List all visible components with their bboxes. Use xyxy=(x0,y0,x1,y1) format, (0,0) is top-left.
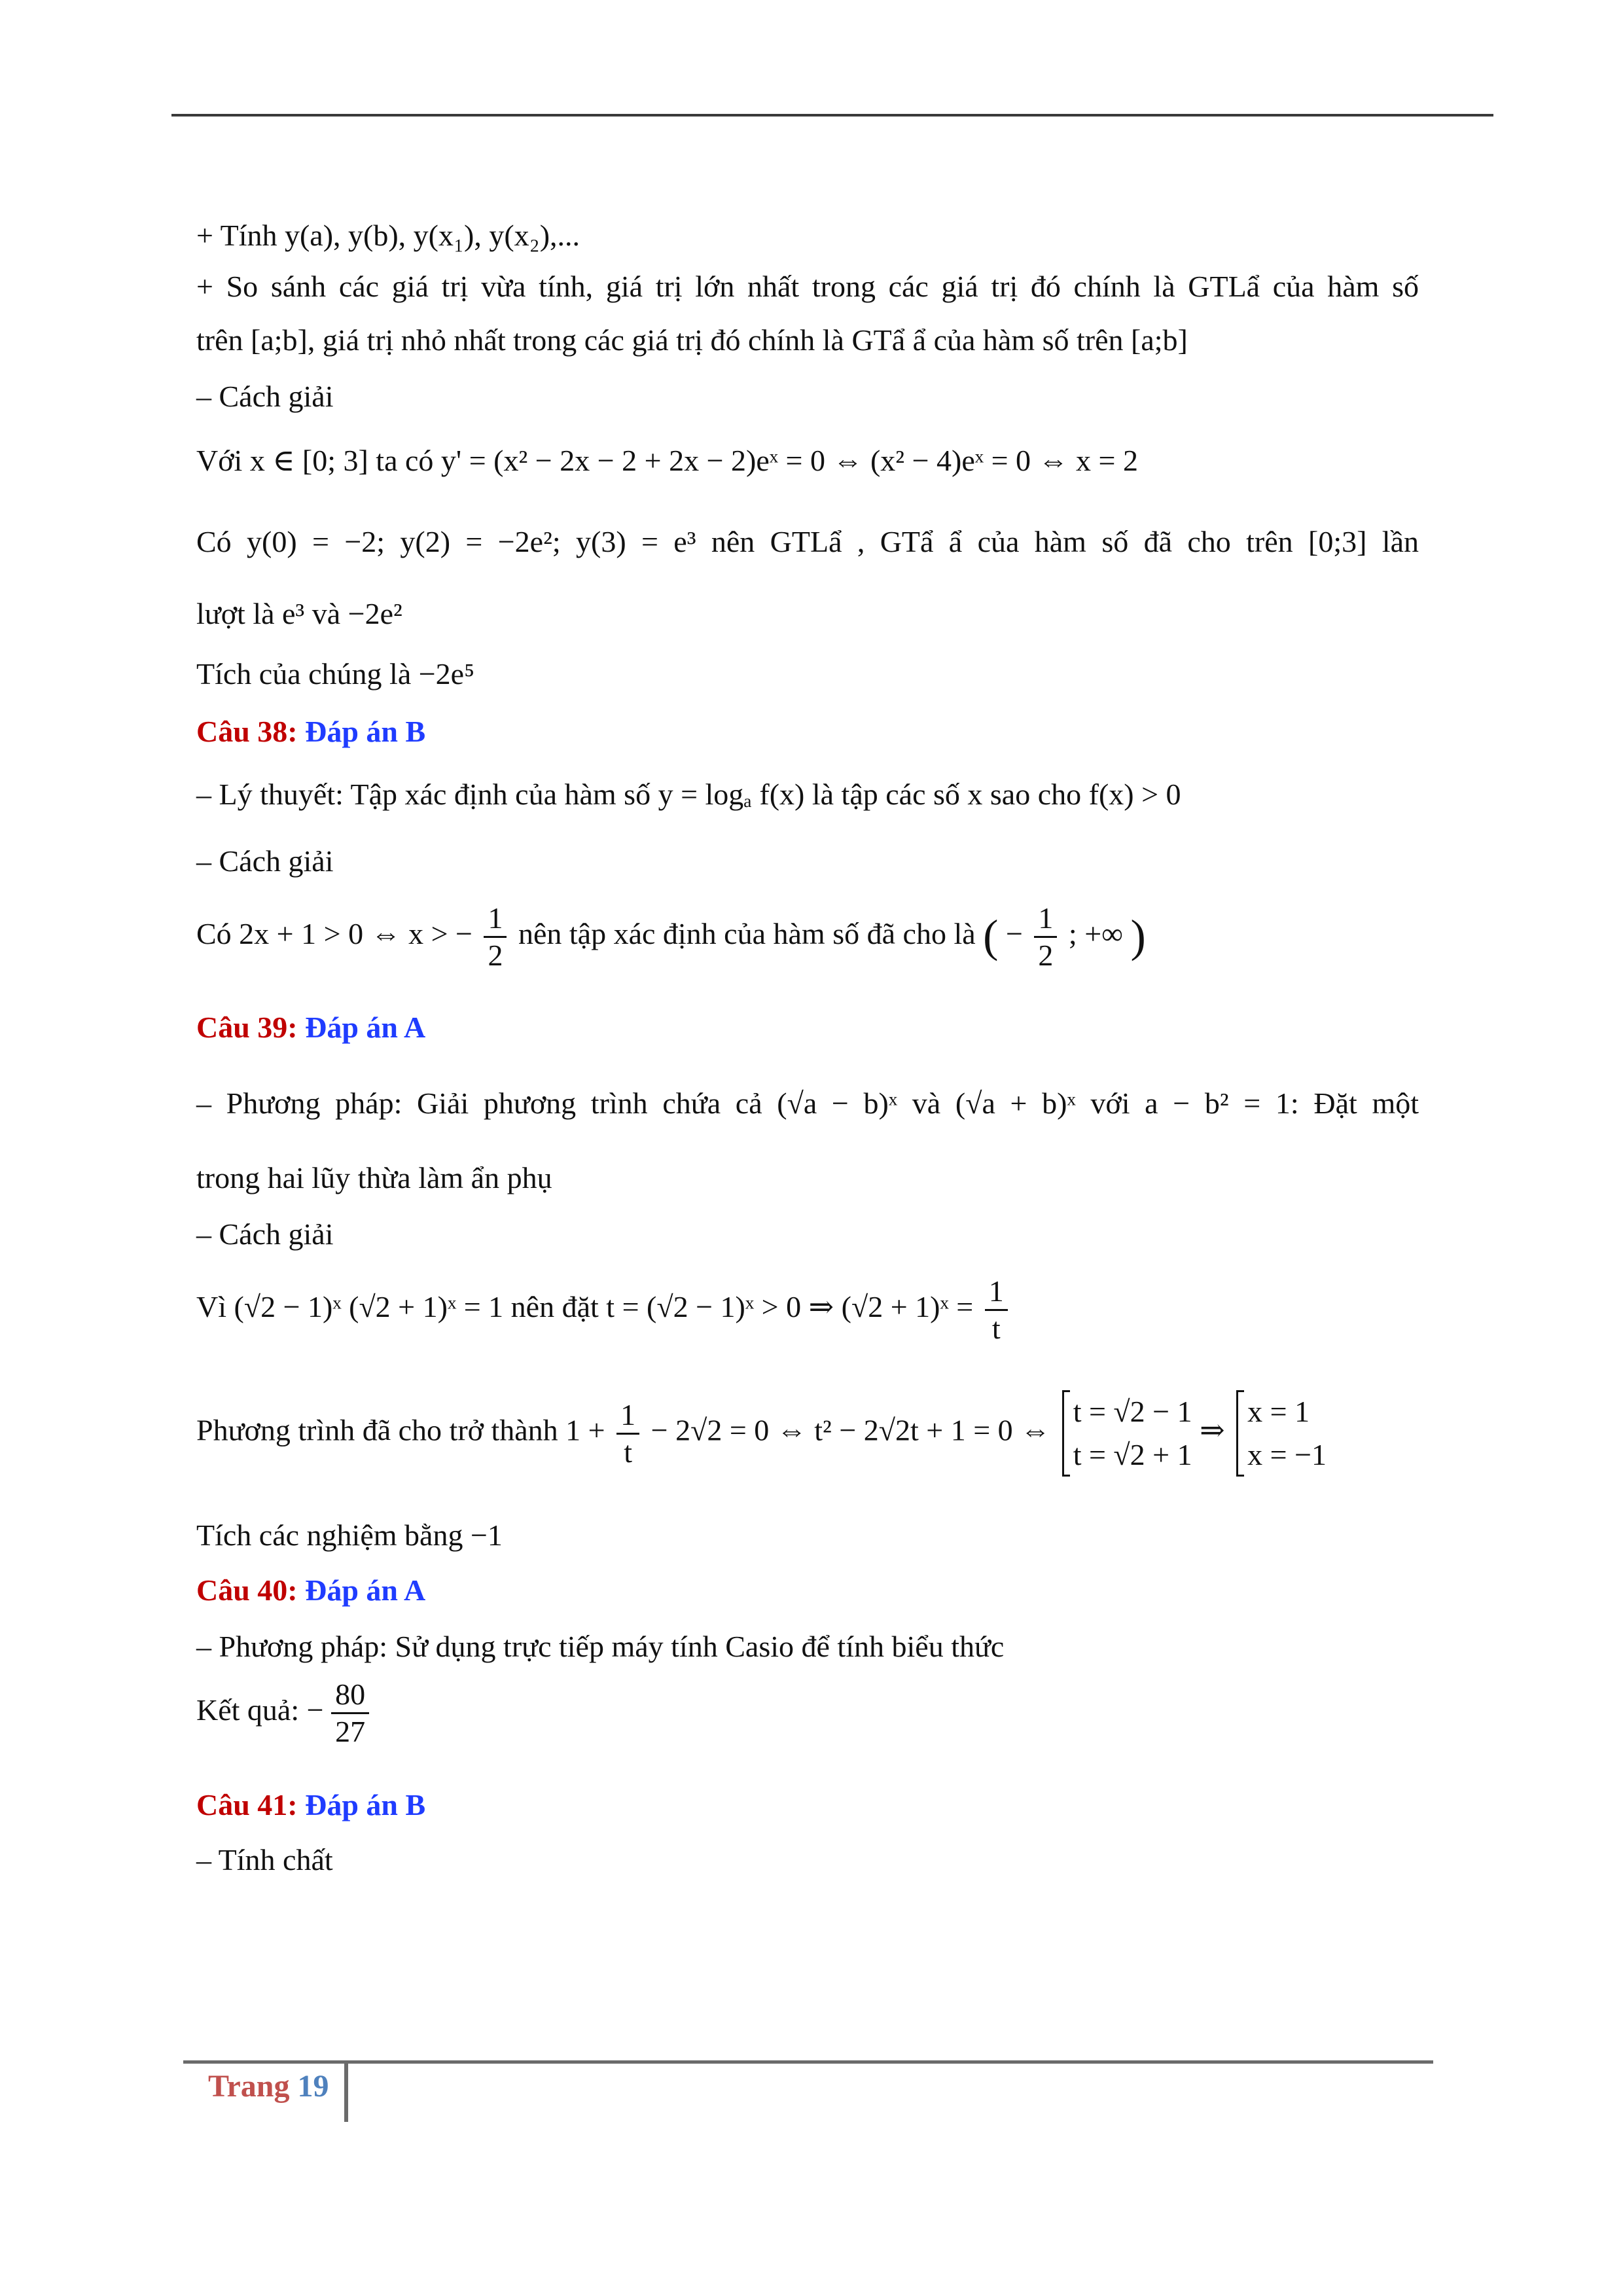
text-line: – Cách giải xyxy=(196,1217,334,1251)
math-text: Kết quả: − xyxy=(196,1693,324,1727)
question-heading xyxy=(196,1008,425,1047)
math-text: nên tập xác định của hàm số đã cho là xyxy=(518,917,984,951)
text-line: + So sánh các giá trị vừa tính, giá trị lớn nhất trong các giá trị đó chính là GTLẩ của hàm số xyxy=(196,270,1419,303)
math-text: − 2√2 = 0 ⇔ t² − 2√2t + 1 = 0 ⇔ xyxy=(651,1413,1058,1447)
text-line: – Phương pháp: Sử dụng trực tiếp máy tính Casio để tính biểu thức xyxy=(196,1630,1005,1663)
text-line: Tích các nghiệm bằng −1 xyxy=(196,1518,503,1552)
fraction xyxy=(616,1397,639,1470)
fraction xyxy=(985,1274,1008,1346)
fraction xyxy=(331,1677,369,1749)
interval-open: ( xyxy=(983,911,999,962)
math-text: Phương trình đã cho trở thành 1 + xyxy=(196,1413,613,1447)
answer-label: Đáp án A xyxy=(305,1011,426,1044)
math-line xyxy=(196,901,1146,973)
interval-close: ) xyxy=(1130,911,1146,962)
equation-system xyxy=(1236,1390,1327,1477)
system-row: x = 1 xyxy=(1247,1395,1310,1428)
fraction-numerator: 1 xyxy=(1034,901,1057,938)
text-line: – Phương pháp: Giải phương trình chứa cả (√a − b)ˣ và (√a + b)ˣ với a − b² = 1: Đặt một xyxy=(196,1086,1419,1120)
system-row: t = √2 − 1 xyxy=(1073,1395,1192,1428)
system-row: x = −1 xyxy=(1247,1438,1327,1471)
math-text: Có 2x + 1 > 0 ⇔ x > − xyxy=(196,917,473,951)
page-number: 19 xyxy=(297,2069,329,2104)
footer-rule xyxy=(183,2060,1433,2064)
text-line: trên [a;b], giá trị nhỏ nhất trong các giá trị đó chính là GTẩ ẩ của hàm số trên [a;b] xyxy=(196,323,1188,357)
interval-sign: − xyxy=(1005,917,1023,951)
answer-label: Đáp án A xyxy=(305,1573,426,1607)
page-footer xyxy=(208,2068,329,2104)
math-line xyxy=(196,1274,1012,1346)
fraction-denominator: 27 xyxy=(335,1715,366,1748)
math-line: Tích của chúng là −2e⁵ xyxy=(196,657,475,691)
fraction-numerator: 1 xyxy=(985,1274,1008,1311)
system-row: t = √2 + 1 xyxy=(1073,1438,1192,1471)
text-line: – Cách giải xyxy=(196,380,334,413)
fraction-numerator: 80 xyxy=(331,1677,369,1714)
fraction xyxy=(484,901,507,973)
question-heading xyxy=(196,1571,425,1610)
footer-label: Trang xyxy=(208,2069,290,2104)
text-line: trong hai lũy thừa làm ẩn phụ xyxy=(196,1161,552,1194)
header-rule xyxy=(171,114,1493,117)
answer-label: Đáp án B xyxy=(305,1788,426,1821)
fraction-denominator: 2 xyxy=(488,939,503,972)
fraction-numerator: 1 xyxy=(484,901,507,938)
math-text: Vì (√2 − 1)ˣ (√2 + 1)ˣ = 1 nên đặt t = (√2 − 1)ˣ > 0 ⇒ (√2 + 1)ˣ = xyxy=(196,1290,981,1324)
interval-rest: ; +∞ xyxy=(1068,917,1123,951)
math-line: Với x ∈ [0; 3] ta có y' = (x² − 2x − 2 + 2x − 2)eˣ = 0 ⇔ (x² − 4)eˣ = 0 ⇔ x = 2 xyxy=(196,444,1138,477)
math-text: ⇒ xyxy=(1200,1413,1233,1447)
footer-divider xyxy=(344,2063,348,2122)
answer-label: Đáp án B xyxy=(305,715,426,748)
text-line: – Lý thuyết: Tập xác định của hàm số y = logₐ f(x) là tập các số x sao cho f(x) > 0 xyxy=(196,778,1181,811)
fraction-denominator: t xyxy=(991,1312,1001,1345)
fraction-denominator: 2 xyxy=(1038,939,1054,972)
equation-system xyxy=(1062,1390,1192,1477)
math-line: lượt là e³ và −2e² xyxy=(196,597,402,630)
question-label: Câu 41: xyxy=(196,1788,298,1821)
question-label: Câu 39: xyxy=(196,1011,298,1044)
question-label: Câu 40: xyxy=(196,1573,298,1607)
text-line: – Cách giải xyxy=(196,844,334,878)
math-line: Có y(0) = −2; y(2) = −2e²; y(3) = e³ nên GTLẩ , GTẩ ẩ của hàm số đã cho trên [0;3] lần xyxy=(196,525,1419,558)
question-label: Câu 38: xyxy=(196,715,298,748)
text-line: – Tính chất xyxy=(196,1843,333,1876)
text-line: + Tính y(a), y(b), y(x₁), y(x₂),... xyxy=(196,219,580,252)
fraction xyxy=(1034,901,1057,973)
math-line xyxy=(196,1677,373,1749)
fraction-numerator: 1 xyxy=(616,1397,639,1435)
math-line xyxy=(196,1390,1327,1477)
question-heading xyxy=(196,712,425,751)
fraction-denominator: t xyxy=(624,1435,633,1469)
question-heading xyxy=(196,1785,425,1825)
